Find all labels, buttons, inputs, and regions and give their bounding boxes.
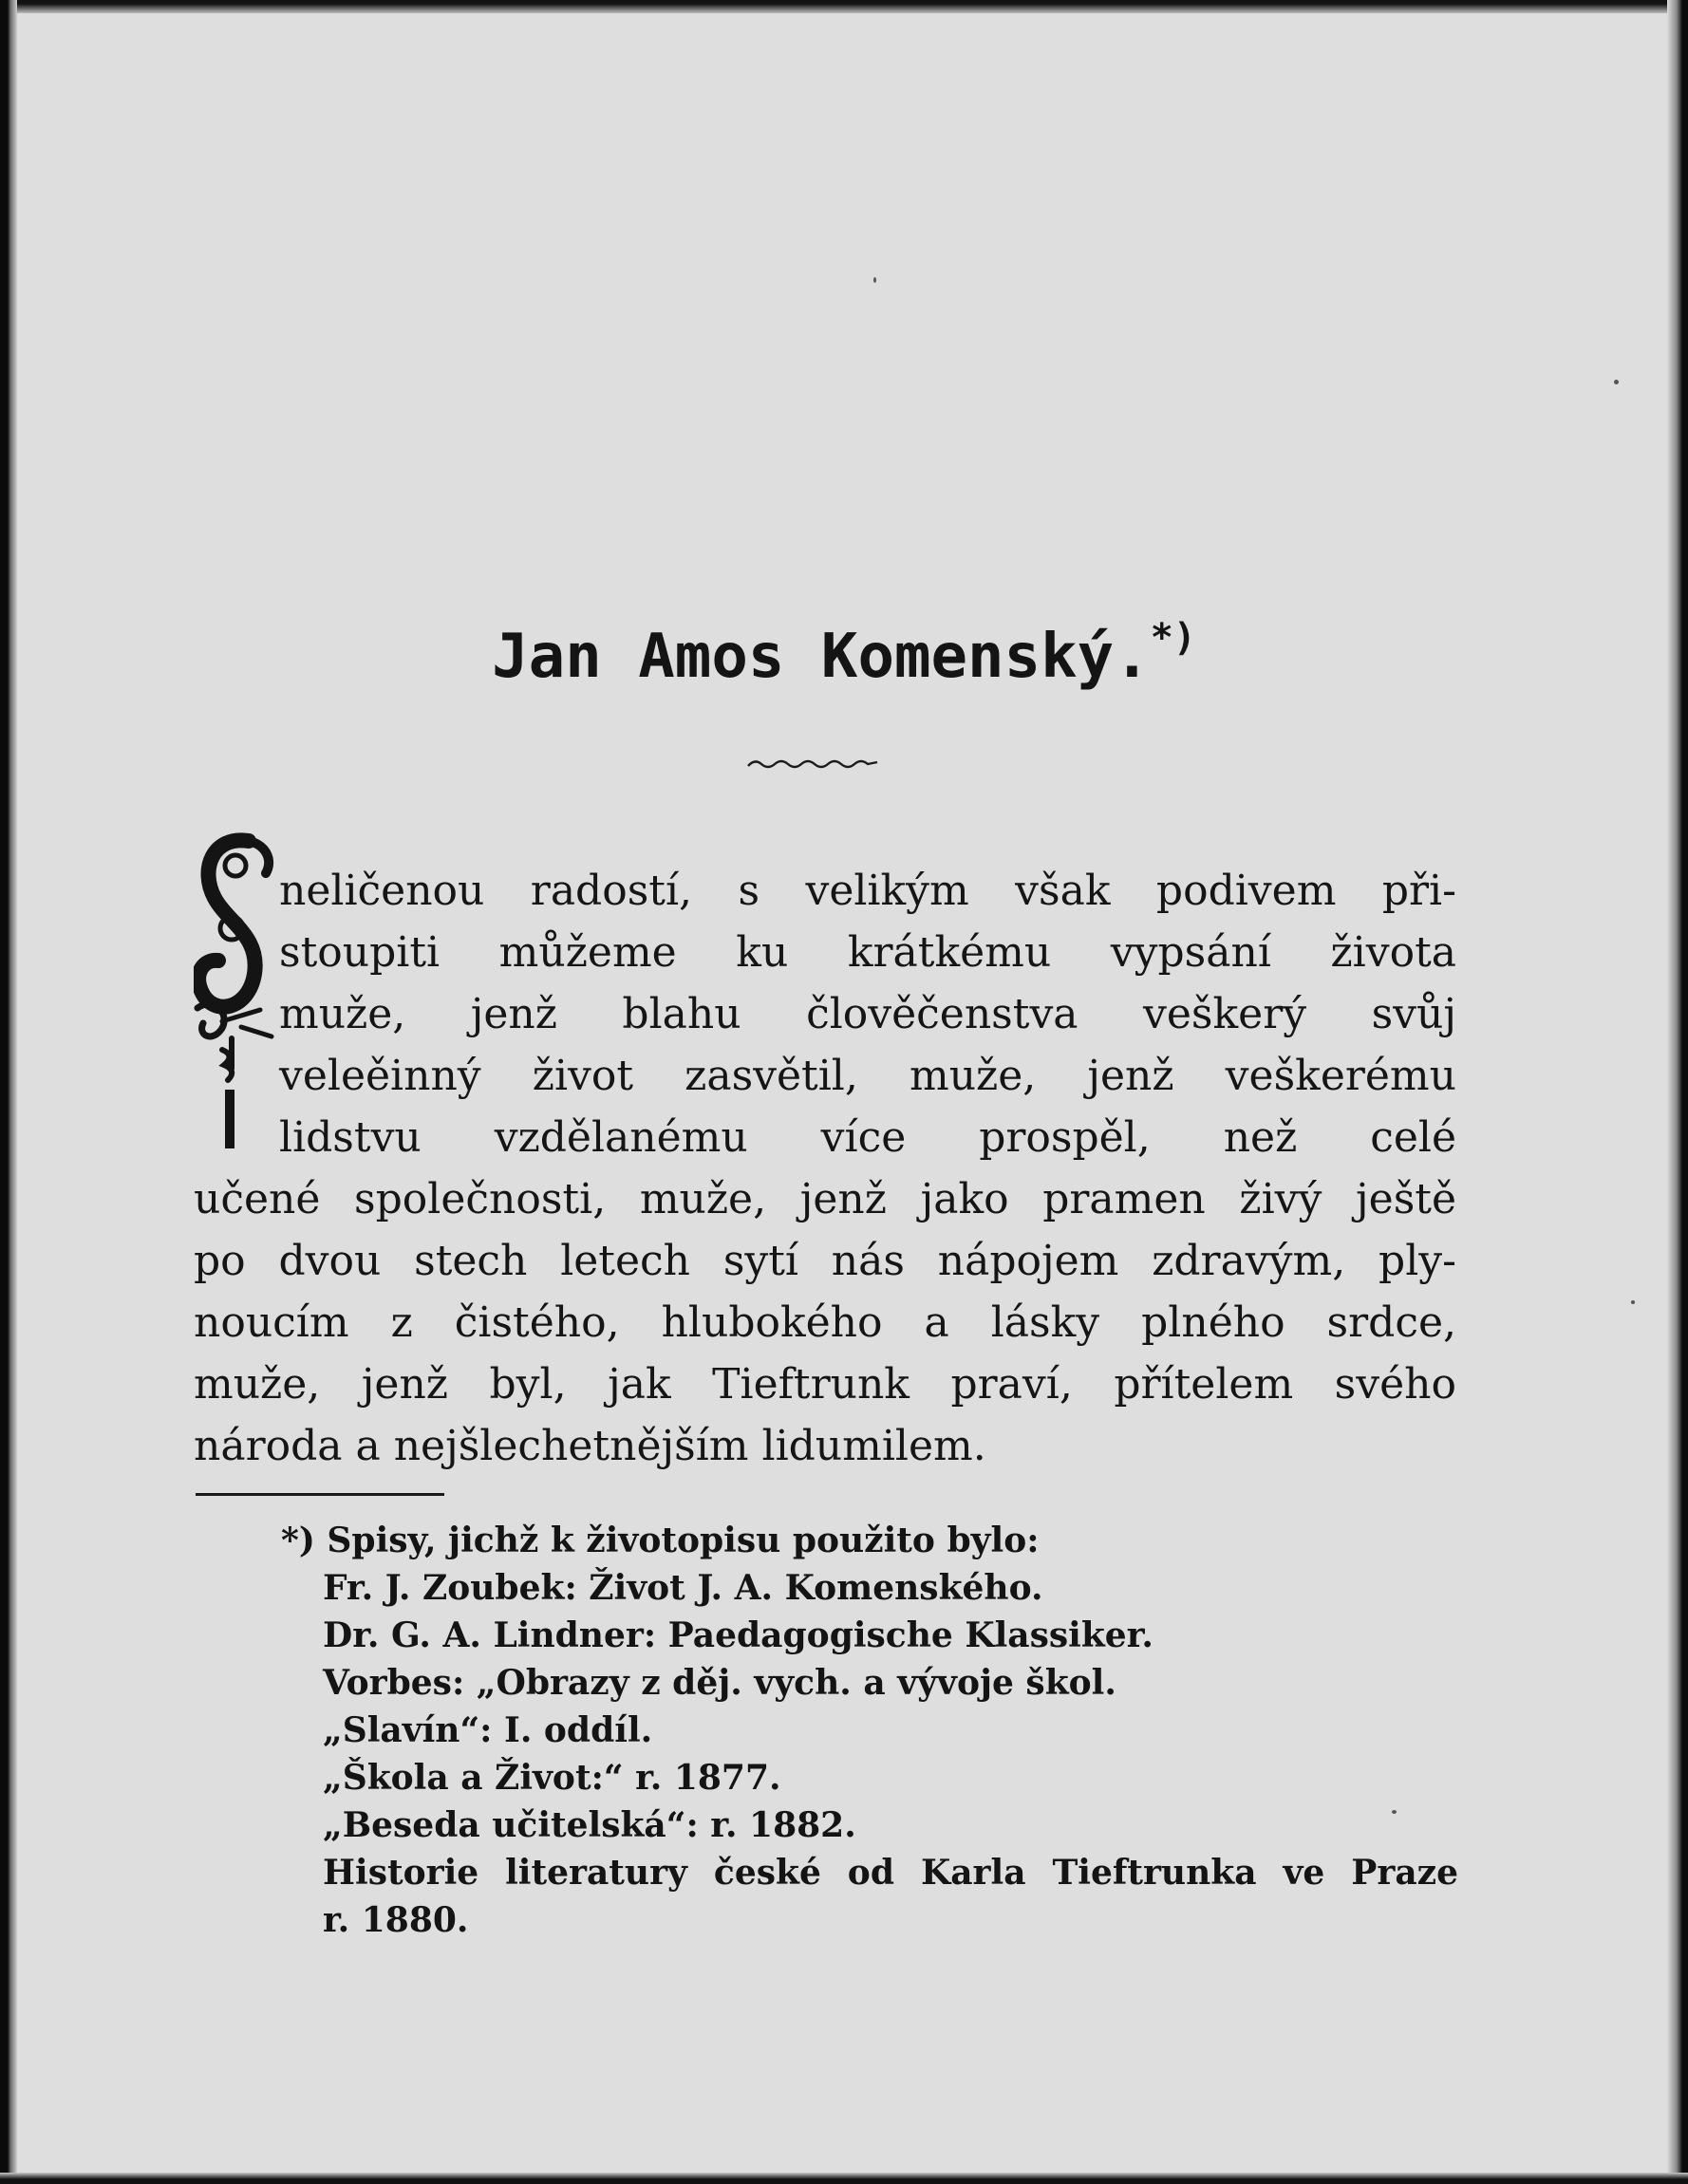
footnote-entry: „Beseda učitelská“: r. 1882.: [323, 1805, 856, 1845]
paragraph-line: veleěinný život zasvětil, muže, jenž veškerému: [279, 1052, 1456, 1100]
footnote-entry: „Slavín“: I. oddíl.: [323, 1710, 653, 1750]
footnote-entry: Dr. G. A. Lindner: Paedagogische Klassiker.: [323, 1615, 1153, 1655]
footnote-divider: [196, 1493, 444, 1496]
footnote-intro-line: [281, 1517, 1458, 1564]
paragraph-line: noucím z čistého, hlubokého a lásky plného srdce,: [194, 1298, 1456, 1347]
footnote-entry: Fr. J. Zoubek: Život J. A. Komenského.: [323, 1568, 1043, 1608]
paragraph-line: muže, jenž byl, jak Tieftrunk praví, přítelem svého: [194, 1360, 1456, 1409]
ornament-wave-divider: [746, 756, 879, 772]
footnote-entry: Historie literatury české od Karla Tieftrunka ve Praze: [323, 1853, 1458, 1893]
footnote-entry: r. 1880.: [323, 1900, 469, 1940]
scan-edge-top: [0, 0, 1688, 13]
footnote-block: [281, 1517, 1458, 1944]
paragraph-line: lidstvu vzdělanému více prospěl, než celé: [279, 1113, 1456, 1162]
page-title: [0, 616, 1688, 692]
paragraph-line: neličenou radostí, s velikým však podivem při-: [279, 867, 1456, 915]
paragraph-line: muže, jenž blahu člověčenstva veškerý svůj: [279, 990, 1456, 1038]
scan-edge-bottom: [0, 2173, 1688, 2184]
paragraph-line: učené společnosti, muže, jenž jako pramen živý ještě: [194, 1175, 1456, 1223]
scan-speck: [873, 277, 876, 283]
scan-edge-right: [1667, 0, 1688, 2184]
scan-speck: [1614, 380, 1619, 384]
title-footnote-mark: *): [1150, 616, 1196, 660]
footnote-mark: *): [281, 1521, 315, 1560]
page-title-text: Jan Amos Komenský.: [492, 622, 1151, 692]
footnote-entry: Vorbes: „Obrazy z děj. vych. a vývoje škol.: [323, 1663, 1116, 1703]
main-paragraph: [194, 860, 1456, 1477]
scan-edge-left: [0, 0, 17, 2184]
paragraph-line: stoupiti můžeme ku krátkému vypsání života: [279, 928, 1456, 977]
paragraph-line: po dvou stech letech sytí nás nápojem zdravým, ply-: [194, 1237, 1456, 1285]
scan-speck: [1631, 1300, 1635, 1304]
footnote-entry: „Škola a Život:“ r. 1877.: [323, 1758, 781, 1798]
paragraph-line: národa a nejšlechetnějším lidumilem.: [194, 1422, 986, 1470]
footnote-intro: Spisy, jichž k životopisu použito bylo:: [327, 1521, 1040, 1560]
